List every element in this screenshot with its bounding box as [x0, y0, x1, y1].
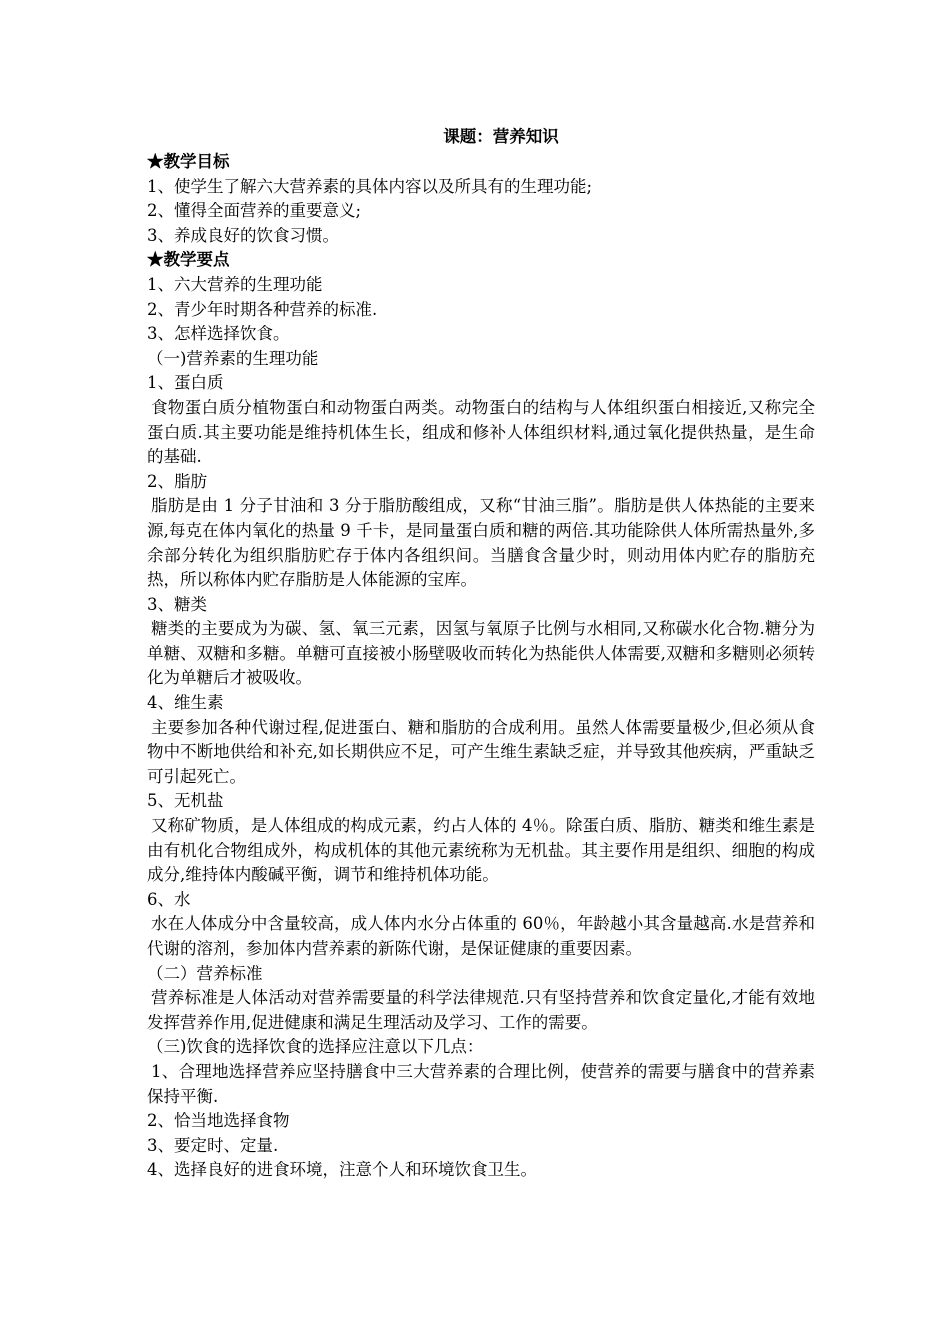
diet-item: 4、选择良好的进食环境，注意个人和环境饮食卫生。 [147, 1160, 537, 1180]
diet-item: 2、恰当地选择食物 [147, 1111, 290, 1131]
nutrient-text-sugar: 糖类的主要成为为碳、氢、氧三元素，因氢与氧原子比例与水相同,又称碳水化合物.糖分为单糖、双糖和多糖。单糖可直接被小肠壁吸收而转化为热能供人体需要,双糖和多糖则必须转化为单糖后才被吸收。 [147, 619, 815, 688]
nutrient-text-vitamin: 主要参加各种代谢过程,促进蛋白、糖和脂肪的合成利用。虽然人体需要量极少,但必须从食物中不断地供给和补充,如长期供应不足，可产生维生素缺乏症，并导致其他疾病，严重缺乏可引起死亡。 [147, 717, 815, 786]
section2-text: 营养标准是人体活动对营养需要量的科学法律规范.只有坚持营养和饮食定量化,才能有效地发挥营养作用,促进健康和满足生理活动及学习、工作的需要。 [147, 988, 815, 1032]
document-title: 课题：营养知识 [443, 127, 559, 146]
goal-item: 2、懂得全面营养的重要意义; [147, 201, 362, 221]
section1-heading: （一)营养素的生理功能 [147, 348, 319, 368]
goals-heading: ★教学目标 [147, 152, 230, 171]
goal-item: 3、养成良好的饮食习惯。 [147, 225, 339, 245]
diet-item: 1、合理地选择营养应坚持膳食中三大营养素的合理比例，使营养的需要与膳食中的营养素保持平衡. [147, 1061, 815, 1106]
document-page [147, 124, 815, 1183]
goal-item: 1、使学生了解六大营养素的具体内容以及所具有的生理功能; [147, 176, 593, 196]
nutrient-label-sugar: 3、糖类 [147, 594, 207, 614]
nutrient-text-mineral: 又称矿物质，是人体组成的构成元素，约占人体的 4％。除蛋白质、脂肪、糖类和维生素是由有机化合物组成外，构成机体的其他元素统称为无机盐。其主要作用是组织、细胞的构成成分,维持体内酸碱平衡，调节和维持机体功能。 [147, 816, 815, 885]
point-item: 3、怎样选择饮食。 [147, 324, 290, 344]
point-item: 1、六大营养的生理功能 [147, 274, 323, 294]
section2-heading: （二）营养标准 [147, 963, 263, 983]
nutrient-text-protein: 食物蛋白质分植物蛋白和动物蛋白两类。动物蛋白的结构与人体组织蛋白相接近,又称完全蛋白质.其主要功能是维持机体生长，组成和修补人体组织材料,通过氧化提供热量，是生命的基础. [147, 397, 815, 467]
section3-heading: （三)饮食的选择饮食的选择应注意以下几点： [147, 1037, 484, 1057]
point-item: 2、青少年时期各种营养的标准. [147, 299, 378, 319]
nutrient-text-water: 水在人体成分中含量较高，成人体内水分占体重的 60％，年龄越小其含量越高.水是营养和代谢的溶剂，参加体内营养素的新陈代谢，是保证健康的重要因素。 [147, 914, 815, 958]
nutrient-label-vitamin: 4、维生素 [147, 693, 224, 713]
points-heading: ★教学要点 [147, 250, 230, 270]
nutrient-label-fat: 2、脂肪 [147, 471, 207, 491]
nutrient-label-mineral: 5、无机盐 [147, 791, 224, 811]
nutrient-text-fat: 脂肪是由 1 分子甘油和 3 分于脂肪酸组成，又称“甘油三脂”。脂肪是供人体热能的主要来源,每克在体内氧化的热量 9 千卡，是同量蛋白质和糖的两倍.其功能除供人体所需热量外,多余部分转化为组织脂肪贮存于体内各组织间。当膳食含量少时，则动用体内贮存的脂肪充热，所以称体内贮存脂肪是人体能源的宝库。 [147, 496, 815, 590]
diet-item: 3、要定时、定量. [147, 1135, 279, 1155]
nutrient-label-protein: 1、蛋白质 [147, 373, 224, 393]
nutrient-label-water: 6、水 [147, 889, 191, 909]
